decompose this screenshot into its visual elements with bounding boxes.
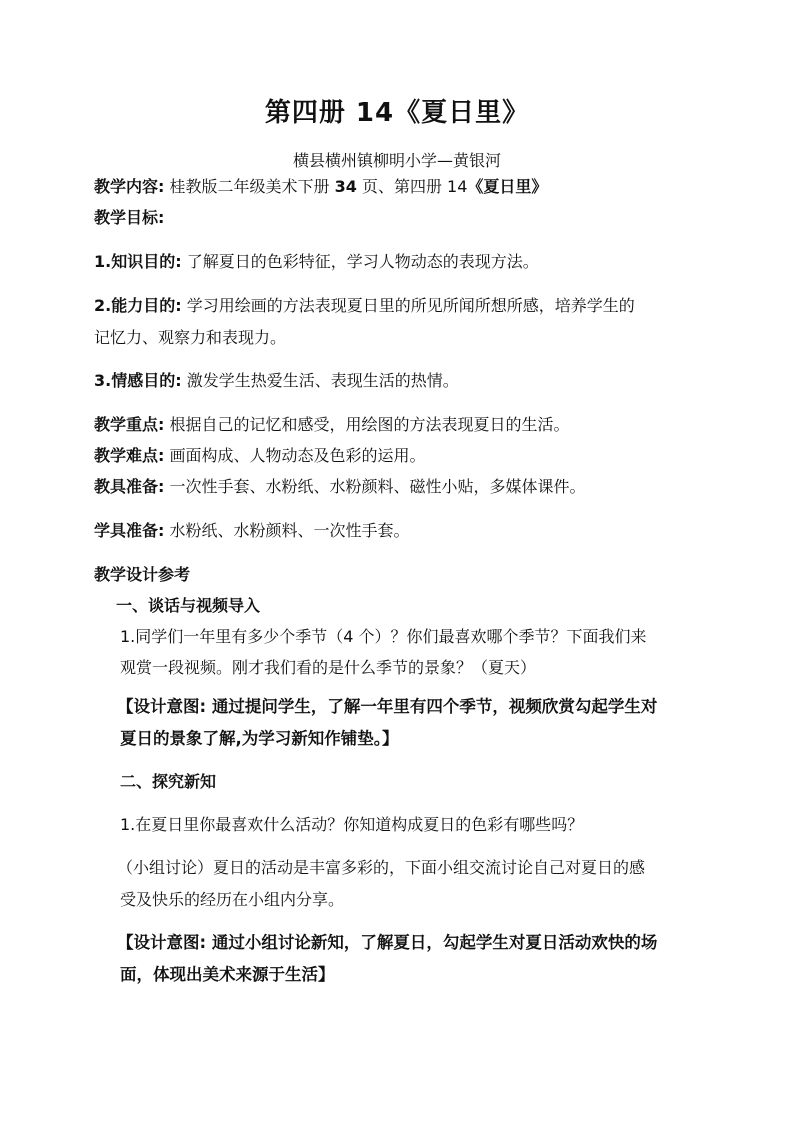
section-1-para-2: 观赏一段视频。刚才我们看的是什么季节的景象？（夏天） (120, 658, 537, 677)
teacher-tools-text: 一次性手套、水粉纸、水粉颜料、磁性小贴，多媒体课件。 (164, 477, 586, 496)
section-1-intent-2: 夏日的景象了解,为学习新知作铺垫。】 (120, 729, 399, 748)
goals-label: 教学目标: (94, 208, 165, 227)
content-text-a: 桂教版二年级美术下册 (164, 177, 335, 196)
goal-3 (94, 366, 459, 396)
student-tools (94, 516, 410, 546)
content-page: 34 (334, 177, 357, 196)
section-2-heading: 二、探究新知 (120, 772, 217, 791)
student-tools-label: 学具准备: (94, 521, 165, 540)
goal-3-label: 3.情感目的: (94, 371, 182, 390)
difficulties-label: 教学难点: (94, 446, 165, 465)
content-text-b: 页、第四册 14 (356, 177, 468, 196)
teacher-tools (94, 472, 586, 502)
key-points (94, 410, 570, 440)
difficulties-text: 画面构成、人物动态及色彩的运用。 (164, 446, 426, 465)
section-2-para-3: 受及快乐的经历在小组内分享。 (120, 890, 345, 909)
content-label: 教学内容: (94, 177, 165, 196)
section-2-intent-1: 【设计意图: 通过小组讨论新知，了解夏日，勾起学生对夏日活动欢快的场 (117, 933, 658, 952)
content-line (94, 172, 547, 202)
goal-2-text: 学习用绘画的方法表现夏日里的所见所闻所想所感，培养学生的 (181, 296, 635, 315)
goal-3-text: 激发学生热爱生活、表现生活的热情。 (181, 371, 459, 390)
section-1-heading: 一、谈话与视频导入 (116, 596, 261, 615)
section-2-para-1: 1.在夏日里你最喜欢什么活动？你知道构成夏日的色彩有哪些吗？ (120, 815, 584, 834)
student-tools-text: 水粉纸、水粉颜料、一次性手套。 (164, 521, 410, 540)
content-book: 《夏日里》 (467, 177, 548, 196)
section-2-para-2: （小组讨论）夏日的活动是丰富多彩的，下面小组交流讨论自己对夏日的感 (117, 858, 646, 877)
teacher-tools-label: 教具准备: (94, 477, 165, 496)
design-heading: 教学设计参考 (94, 565, 191, 584)
difficulties (94, 441, 426, 471)
goal-1 (94, 247, 539, 277)
goal-2 (94, 291, 635, 321)
goal-2-text-cont: 记忆力、观察力和表现力。 (94, 328, 287, 347)
section-2-intent-2: 面，体现出美术来源于生活】 (120, 965, 335, 984)
page-title: 第四册 14《夏日里》 (264, 98, 530, 128)
section-1-para-1: 1.同学们一年里有多少个季节（4 个）？你们最喜欢哪个季节？下面我们来 (120, 627, 647, 646)
author-line: 横县横州镇柳明小学—黄银河 (292, 151, 501, 170)
goal-2-label: 2.能力目的: (94, 296, 182, 315)
goal-1-label: 1.知识目的: (94, 252, 182, 271)
key-points-label: 教学重点: (94, 415, 165, 434)
goal-1-text: 了解夏日的色彩特征，学习人物动态的表现方法。 (181, 252, 539, 271)
key-points-text: 根据自己的记忆和感受，用绘图的方法表现夏日的生活。 (164, 415, 570, 434)
section-1-intent-1: 【设计意图: 通过提问学生，了解一年里有四个季节，视频欣赏勾起学生对 (117, 697, 658, 716)
